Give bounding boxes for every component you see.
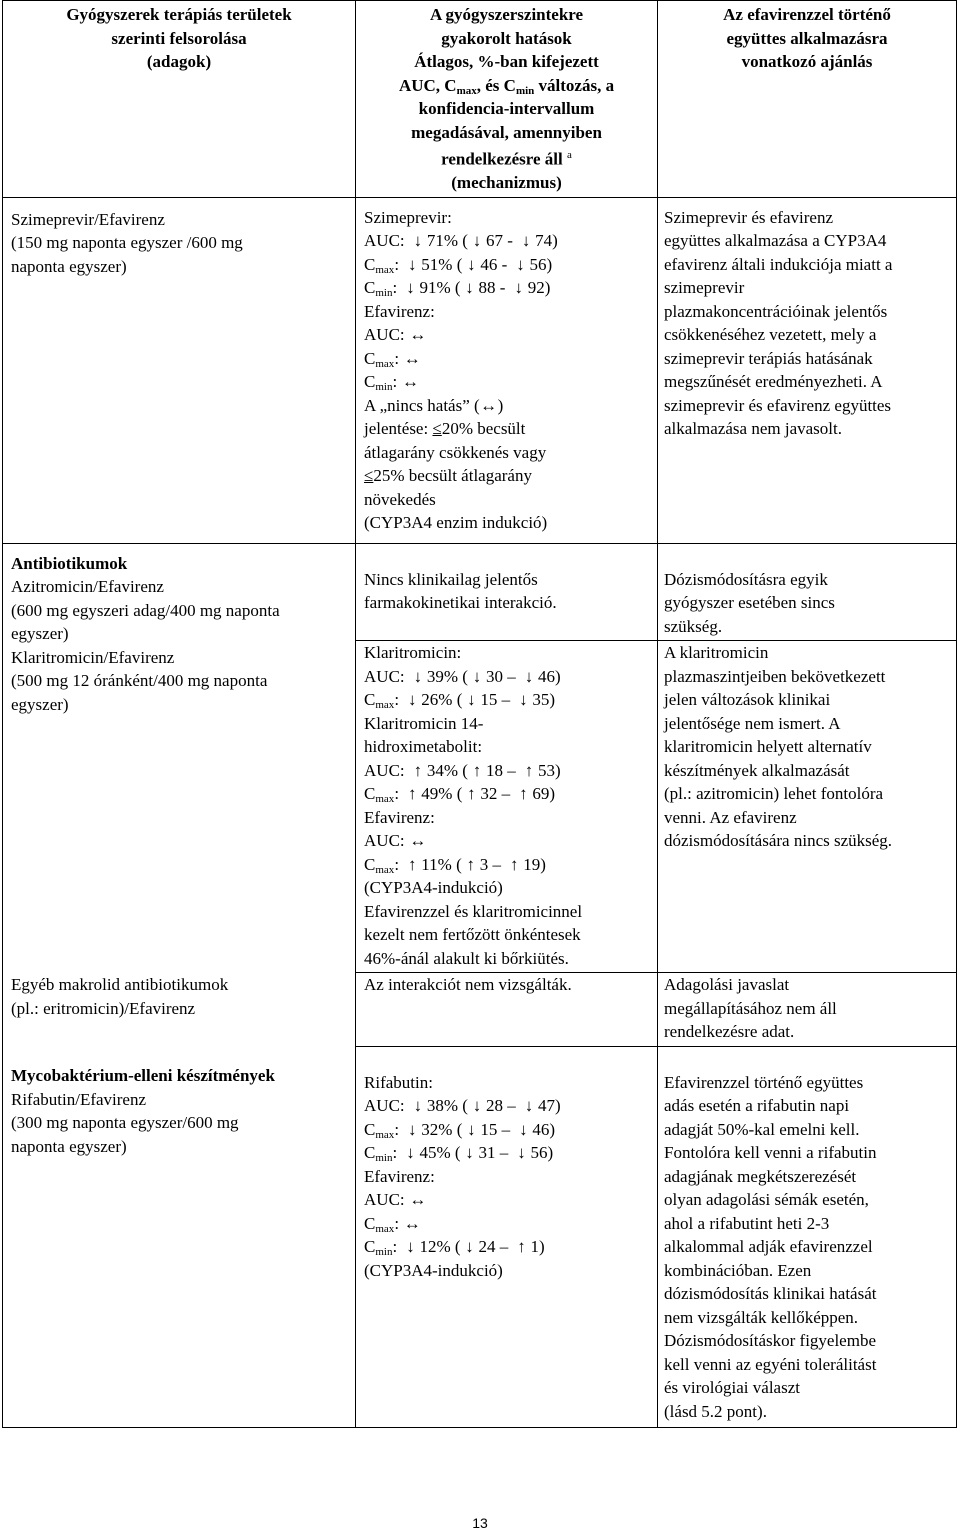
arrow-down-icon: ↓ — [467, 1119, 476, 1139]
arrow-down-icon: ↓ — [519, 690, 528, 710]
page-number: 13 — [472, 1515, 488, 1531]
arrow-up-icon: ↑ — [467, 784, 476, 804]
effects-cell: Az interakciót nem vizsgálták. — [356, 973, 658, 1047]
less-equal-icon: ≤ — [364, 466, 374, 486]
recommendation-cell: Szimeprevir és efavirenz együttes alkalmazása a CYP3A4 efavirenz általi indukciója miatt a szimeprevir plazmakoncentrációinak jelentős csökkenéséhez vezetett, mely a szimeprevir terápiás hatásának megszűnését eredményezheti. A szimeprevir és efavirenz együttes alkalmazása nem javasolt. — [658, 197, 957, 543]
arrow-up-icon: ↑ — [517, 1237, 526, 1257]
arrow-up-icon: ↑ — [413, 760, 423, 780]
arrow-up-icon: ↑ — [519, 784, 528, 804]
arrow-down-icon: ↓ — [524, 666, 534, 686]
arrow-down-icon: ↓ — [406, 1143, 415, 1163]
arrow-up-icon: ↑ — [472, 760, 482, 780]
arrow-down-icon: ↓ — [465, 278, 474, 298]
recommendation-cell: A klaritromicin plazmaszintjeiben bekövetkezett jelen változások klinikai jelentősége nem ismert. A klaritromicin helyett alternatív készítmények alkalmazását (pl.: azitromicin) lehet fontolóra venni. Az efavirenz dózismódosítására nincs szükség. — [658, 641, 957, 973]
category-mycobacterial: Mycobaktérium-elleni készítmények — [11, 1066, 275, 1086]
recommendation-cell: Dózismódosításra egyik gyógyszer esetében sincs szükség. — [658, 543, 957, 641]
no-change-icon: ↔ — [480, 395, 498, 415]
drug-cell: Szimeprevir/Efavirenz (150 mg naponta egyszer /600 mg naponta egyszer) — [3, 197, 356, 543]
interaction-table — [2, 0, 957, 1428]
arrow-down-icon: ↓ — [472, 1096, 482, 1116]
arrow-down-icon: ↓ — [413, 1096, 423, 1116]
drug-cell: Mycobaktérium-elleni készítmények Rifabutin/Efavirenz (300 mg naponta egyszer/600 mg naponta egyszer) — [3, 1046, 356, 1428]
arrow-down-icon: ↓ — [467, 254, 476, 274]
effects-cell: Nincs klinikailag jelentős farmakokinetikai interakció. — [356, 543, 658, 641]
arrow-up-icon: ↑ — [466, 854, 475, 874]
arrow-up-icon: ↑ — [408, 784, 417, 804]
no-change-icon: ↔ — [403, 1213, 421, 1233]
effects-cell: Szimeprevir: AUC: ↓ 71% ( ↓ 67 - ↓ 74) $C_{max}$: ↓ 51% ( ↓ 46 - ↓ 56) $C_{min}$: ↓ 91% ( ↓ 88 - ↓ 92) Efavirenz: AUC: ↔ $C_{max}$: ↔ $C_{min}$: ↔ A „nincs hatás” (↔) jelentése: ≤20% becsült átlagarány csökkenés vagy ≤25% becsült átlagarány növekedés (CYP3A4 enzim indukció) — [356, 197, 658, 543]
arrow-down-icon: ↓ — [514, 278, 523, 298]
table-row — [3, 1046, 957, 1428]
arrow-down-icon: ↓ — [524, 1096, 534, 1116]
arrow-down-icon: ↓ — [465, 1237, 474, 1257]
arrow-down-icon: ↓ — [413, 231, 423, 251]
category-antibiotics: Antibiotikumok — [11, 553, 128, 573]
table-row — [3, 543, 957, 641]
effects-cell: Klaritromicin: AUC: ↓ 39% ( ↓ 30 – ↓ 46) $C_{max}$: ↓ 26% ( ↓ 15 – ↓ 35) Klaritromicin 14- hidroximetabolit: AUC: ↑ 34% ( ↑ 18 – ↑ 53) $C_{max}$: ↑ 49% ( ↑ 32 – ↑ 69) Efavirenz: AUC: ↔ $C_{max}$: ↑ 11% ( ↑ 3 – ↑ 19) (CYP3A4-indukció) Efavirenzzel és klaritromicinnel kezelt nem fertőzött önkéntesek 46%-ánál alakult ki bőrkiütés. — [356, 641, 658, 973]
no-change-icon: ↔ — [409, 1190, 427, 1210]
header-recommendation-column: Az efavirenzzel történő együttes alkalmazásra vonatkozó ajánlás — [658, 1, 957, 198]
arrow-down-icon: ↓ — [408, 1119, 417, 1139]
arrow-up-icon: ↑ — [510, 854, 519, 874]
arrow-up-icon: ↑ — [524, 760, 534, 780]
arrow-down-icon: ↓ — [408, 254, 417, 274]
drug-cell: Antibiotikumok Azitromicin/Efavirenz (600 mg egyszeri adag/400 mg naponta egyszer) Klaritromicin/Efavirenz (500 mg 12 óránként/400 mg naponta egyszer) Egyéb makrolid antibiotikumok (pl.: eritromicin)/Efavirenz — [3, 543, 356, 1046]
arrow-down-icon: ↓ — [472, 666, 482, 686]
arrow-down-icon: ↓ — [516, 254, 525, 274]
header-drug-column: Gyógyszerek terápiás területek szerinti felsorolása (adagok) — [3, 1, 356, 198]
recommendation-cell: Adagolási javaslat megállapításához nem áll rendelkezésre adat. — [658, 973, 957, 1047]
arrow-down-icon: ↓ — [467, 690, 476, 710]
recommendation-cell: Efavirenzzel történő együttes adás esetén a rifabutin napi adagját 50%-kal emelni kell. Fontolóra kell venni a rifabutin adagjának megkétszerezését olyan adagolási sémák esetén, ahol a rifabutint heti 2-3 alkalommal adják efavirenzzel kombinációban. Ezen dózismódosítás klinikai hatását nem vizsgálták kellőképpen. Dózismódosításkor figyelembe kell venni az egyéni tolerálitást és virológiai választ (lásd 5.2 pont). — [658, 1046, 957, 1428]
less-equal-icon: ≤ — [432, 419, 442, 439]
table-row — [3, 197, 957, 543]
table-header-row — [3, 1, 957, 198]
arrow-down-icon: ↓ — [413, 666, 423, 686]
no-change-icon: ↔ — [401, 372, 419, 392]
arrow-down-icon: ↓ — [517, 1143, 526, 1163]
header-effects-column: A gyógyszerszintekre gyakorolt hatások Átlagos, %-ban kifejezett AUC, $C_{max}$, és $C_{min}$ változás, a konfidencia-intervallum megadásával, amennyiben rendelkezésre áll $^a$ (mechanizmus) — [356, 1, 658, 198]
no-change-icon: ↔ — [403, 348, 421, 368]
arrow-up-icon: ↑ — [408, 854, 417, 874]
arrow-down-icon: ↓ — [406, 278, 415, 298]
no-change-icon: ↔ — [409, 325, 427, 345]
arrow-down-icon: ↓ — [406, 1237, 415, 1257]
arrow-down-icon: ↓ — [521, 231, 531, 251]
no-change-icon: ↔ — [409, 831, 427, 851]
arrow-down-icon: ↓ — [472, 231, 482, 251]
arrow-down-icon: ↓ — [519, 1119, 528, 1139]
effects-cell: Rifabutin: AUC: ↓ 38% ( ↓ 28 – ↓ 47) $C_{max}$: ↓ 32% ( ↓ 15 – ↓ 46) $C_{min}$: ↓ 45% ( ↓ 31 – ↓ 56) Efavirenz: AUC: ↔ $C_{max}$: ↔ $C_{min}$: ↓ 12% ( ↓ 24 – ↑ 1) (CYP3A4-indukció) — [356, 1046, 658, 1428]
arrow-down-icon: ↓ — [408, 690, 417, 710]
arrow-down-icon: ↓ — [465, 1143, 474, 1163]
